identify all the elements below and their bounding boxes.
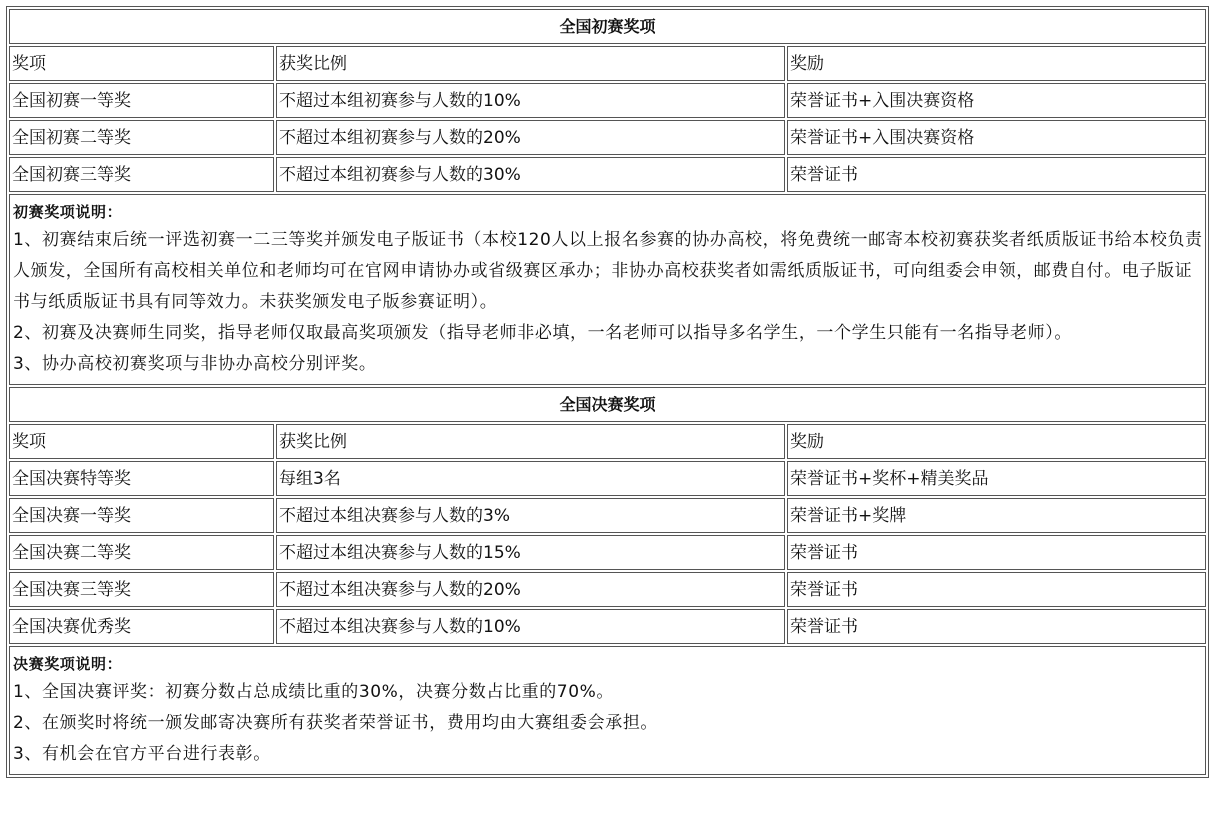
award-name-cell: 全国决赛优秀奖: [9, 609, 274, 644]
table-row: [9, 572, 1206, 607]
award-ratio-cell: 不超过本组初赛参与人数的10%: [276, 83, 785, 118]
final-notes-title: 决赛奖项说明：: [13, 655, 123, 673]
award-name-cell: 全国初赛三等奖: [9, 157, 274, 192]
prelim-notes: [9, 194, 1206, 385]
award-ratio-cell: 不超过本组决赛参与人数的15%: [276, 535, 785, 570]
award-ratio-cell: 不超过本组初赛参与人数的20%: [276, 120, 785, 155]
final-notes: [9, 646, 1206, 775]
award-name-cell: 全国决赛三等奖: [9, 572, 274, 607]
award-reward-cell: 荣誉证书+奖牌: [787, 498, 1206, 533]
prelim-note-2: 2、初赛及决赛师生同奖，指导老师仅取最高奖项颁发（指导老师非必填，一名老师可以指导多名学生，一个学生只能有一名指导老师）。: [13, 323, 1072, 343]
award-name-cell: 全国决赛特等奖: [9, 461, 274, 496]
final-note-2: 2、在颁奖时将统一颁发邮寄决赛所有获奖者荣誉证书，费用均由大赛组委会承担。: [13, 713, 659, 733]
final-notes-row: [9, 646, 1206, 775]
prelim-notes-title: 初赛奖项说明：: [13, 203, 123, 221]
award-ratio-cell: 不超过本组初赛参与人数的30%: [276, 157, 785, 192]
prelim-header-row: [9, 46, 1206, 81]
award-ratio-cell: 不超过本组决赛参与人数的3%: [276, 498, 785, 533]
final-section-title: 全国决赛奖项: [9, 387, 1206, 422]
table-row: [9, 120, 1206, 155]
table-row: [9, 461, 1206, 496]
award-reward-cell: 荣誉证书: [787, 535, 1206, 570]
award-reward-cell: 荣誉证书: [787, 609, 1206, 644]
award-name-cell: 全国初赛二等奖: [9, 120, 274, 155]
final-note-3: 3、有机会在官方平台进行表彰。: [13, 744, 271, 764]
award-reward-cell: 荣誉证书: [787, 572, 1206, 607]
table-row: [9, 83, 1206, 118]
final-note-1: 1、全国决赛评奖：初赛分数占总成绩比重的30%，决赛分数占比重的70%。: [13, 682, 614, 702]
prelim-section-title: 全国初赛奖项: [9, 9, 1206, 44]
table-row: [9, 498, 1206, 533]
award-ratio-cell: 不超过本组决赛参与人数的10%: [276, 609, 785, 644]
column-header-reward: 奖励: [787, 424, 1206, 459]
award-ratio-cell: 每组3名: [276, 461, 785, 496]
award-ratio-cell: 不超过本组决赛参与人数的20%: [276, 572, 785, 607]
award-name-cell: 全国初赛一等奖: [9, 83, 274, 118]
column-header-ratio: 获奖比例: [276, 46, 785, 81]
award-reward-cell: 荣誉证书+奖杯+精美奖品: [787, 461, 1206, 496]
prelim-note-1: 1、初赛结束后统一评选初赛一二三等奖并颁发电子版证书（本校120人以上报名参赛的协办高校，将免费统一邮寄本校初赛获奖者纸质版证书给本校负责人颁发，全国所有高校相关单位和老师均可在官网申请协办或省级赛区承办；非协办高校获奖者如需纸质版证书，可向组委会申领，邮费自付。电子版证书与纸质版证书具有同等效力。未获奖颁发电子版参赛证明）。: [13, 230, 1203, 312]
prelim-note-3: 3、协办高校初赛奖项与非协办高校分别评奖。: [13, 354, 377, 374]
column-header-award: 奖项: [9, 424, 274, 459]
award-reward-cell: 荣誉证书: [787, 157, 1206, 192]
column-header-ratio: 获奖比例: [276, 424, 785, 459]
column-header-award: 奖项: [9, 46, 274, 81]
award-reward-cell: 荣誉证书+入围决赛资格: [787, 83, 1206, 118]
final-title-row: [9, 387, 1206, 422]
prelim-title-row: [9, 9, 1206, 44]
table-row: [9, 609, 1206, 644]
column-header-reward: 奖励: [787, 46, 1206, 81]
award-reward-cell: 荣誉证书+入围决赛资格: [787, 120, 1206, 155]
award-name-cell: 全国决赛一等奖: [9, 498, 274, 533]
awards-table: [6, 6, 1209, 778]
table-row: [9, 535, 1206, 570]
final-header-row: [9, 424, 1206, 459]
award-name-cell: 全国决赛二等奖: [9, 535, 274, 570]
table-row: [9, 157, 1206, 192]
prelim-notes-row: [9, 194, 1206, 385]
